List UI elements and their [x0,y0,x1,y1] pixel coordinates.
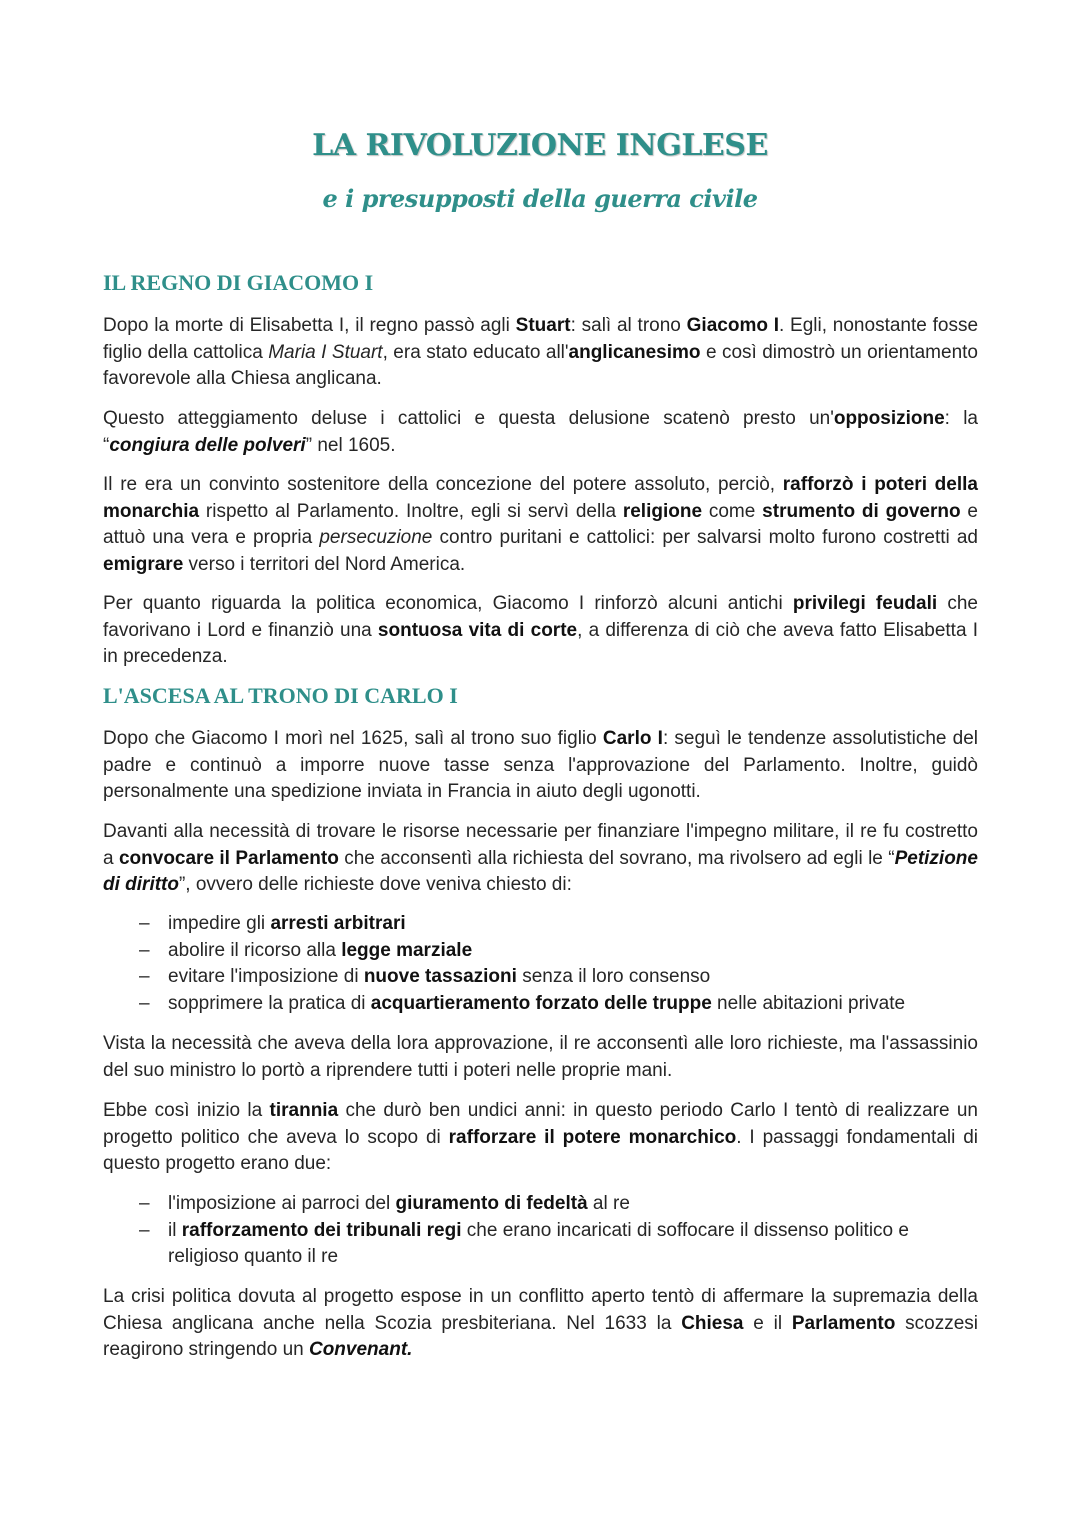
emphasis-text: sontuosa vita di corte [377,619,578,641]
text-run: . Egli, nonostante fosse figlio della cattolica [103,315,979,363]
emphasis-text: Parlamento [791,1312,896,1334]
paragraph [103,1031,978,1084]
text-run: ”, ovvero delle richieste dove veniva chiesto di: [178,874,572,895]
text-run: e il [743,1312,792,1334]
text-run: che durò ben undici anni: in questo periodo Carlo I tentò di realizzare un progetto politico che aveva lo scopo di [103,1100,978,1148]
emphasis-text: arresti arbitrari [270,913,406,934]
dash-bullet-icon: – [139,966,150,987]
emphasis-text: strumento di governo [762,500,961,522]
text-run: rispetto al Parlamento. Inoltre, egli si servì della [199,500,623,522]
list-item [103,911,978,938]
text-run: che erano incaricati di soffocare il dissenso politico e religioso quanto il re [168,1219,909,1267]
text-run: ” nel 1605. [305,434,396,456]
text-run: e attuò una vera e propria [103,500,978,548]
list-item [103,1191,978,1218]
text-run: , era stato educato all' [382,341,569,363]
section-heading-carlo: L'ASCESA AL TRONO DI CARLO I [103,683,458,708]
text-run: : salì al trono [570,315,687,336]
text-run: nelle abitazioni private [711,992,906,1014]
emphasis-text [109,435,305,456]
text-run: scozzesi reagirono stringendo un [103,1312,978,1360]
emphasis-text: congiura delle polveri [109,434,306,456]
text-run: Dopo la morte di Elisabetta I, il regno passò agli [103,315,516,336]
text-run: verso i territori del Nord America. [183,553,466,575]
text-run: sopprimere la pratica di [168,992,371,1014]
text-run: impedire gli [168,913,271,934]
text-run: al re [587,1193,630,1214]
emphasis-text: religione [622,500,703,522]
text-run: Il re era un convinto sostenitore della concezione del potere assoluto, perciò, [103,474,783,495]
emphasis-text: rafforzare il potere monarchico [448,1126,737,1148]
emphasis-text: Convenant. [308,1339,413,1360]
text-run: senza il loro consenso [516,966,711,987]
dash-bullet-icon: – [139,939,150,961]
paragraph [103,406,978,459]
emphasis-text: Giacomo I [686,315,779,336]
text-run: . I passaggi fondamentali di questo progetto erano due: [103,1126,978,1174]
paragraph [103,1284,978,1364]
text-run: come [702,500,763,522]
paragraph [103,313,978,393]
list-item [103,991,978,1018]
text-run: , a differenza di ciò che aveva fatto Elisabetta I in precedenza. [103,619,979,667]
text-run: Vista la necessità che aveva della lora approvazione, il re acconsentì alle loro richieste, ma l'assassinio del suo ministro lo portò a riprendere tutti i poteri nelle proprie mani. [103,1033,978,1081]
document-subtitle: e i presupposti della guerra civile [322,184,758,213]
paragraph [103,1098,978,1178]
dash-bullet-icon: – [139,992,150,1014]
text-run: : la “ [103,408,978,456]
emphasis-text: nuove tassazioni [363,966,517,987]
text-run: il [168,1219,182,1241]
emphasis-text: privilegi feudali [792,593,938,614]
emphasis-text: Stuart [515,315,571,336]
emphasis-text: Petizione di diritto [103,847,978,895]
dash-bullet-icon: – [139,1219,150,1241]
emphasis-text: rafforzò i poteri della monarchia [103,474,978,522]
document-title: LA RIVOLUZIONE INGLESE [312,128,768,163]
paragraph [103,591,978,671]
text-run: evitare l'imposizione di [168,966,364,987]
dash-bullet-icon: – [139,1193,150,1214]
emphasis-text [309,1339,412,1360]
emphasis-text: anglicanesimo [568,341,701,363]
text-run: abolire il ricorso alla [168,939,342,961]
project-steps-list [103,1191,978,1271]
emphasis-text: acquartieramento forzato delle truppe [370,992,712,1014]
petition-list [103,911,978,1017]
emphasis-text: Maria I Stuart [268,341,383,363]
text-run: Davanti alla necessità di trovare le risorse necessarie per finanziare l'impegno militare, il re fu costretto a [103,821,978,869]
emphasis-text: convocare il Parlamento [118,847,339,869]
text-run: e così dimostrò un orientamento favorevole alla Chiesa anglicana. [103,341,978,389]
emphasis-text: Chiesa [681,1312,744,1334]
list-item [103,964,978,991]
emphasis-text: persecuzione [319,527,433,548]
dash-bullet-icon: – [139,913,150,934]
text-run: La crisi politica dovuta al progetto espose in un conflitto aperto tentò di affermare la supremazia della Chiesa anglicana anche nella Scozia presbiteriana. Nel 1633 la [103,1286,978,1334]
emphasis-text: rafforzamento dei tribunali regi [181,1219,462,1241]
text-run: Dopo che Giacomo I morì nel 1625, salì al trono suo figlio [103,728,603,749]
text-run: Per quanto riguarda la politica economica, Giacomo I rinforzò alcuni antichi [103,593,793,614]
text-run: che favorivano i Lord e finanziò una [103,593,979,641]
emphasis-text: emigrare [103,553,184,575]
emphasis-text: opposizione [833,408,945,429]
paragraph [103,819,978,899]
list-item [103,1218,978,1271]
paragraph [103,472,978,578]
list-item [103,938,978,965]
emphasis-text: giuramento di fedeltà [395,1193,588,1214]
section-heading-giacomo: IL REGNO DI GIACOMO I [103,270,374,295]
text-run: contro puritani e cattolici: per salvarsi molto furono costretti ad [432,527,978,548]
emphasis-text: legge marziale [341,939,473,961]
text-run: Questo atteggiamento deluse i cattolici e questa delusione scatenò presto un' [103,408,834,429]
paragraph [103,726,978,806]
text-run: : seguì le tendenze assolutistiche del padre e continuò a imporre nuove tasse senza l'approvazione del Parlamento. Inoltre, guidò personalmente una spedizione inviata in Francia in aiuto degli ugonotti. [103,728,979,802]
emphasis-text: tirannia [269,1100,339,1121]
text-run: l'imposizione ai parroci del [168,1193,396,1214]
text-run: Ebbe così inizio la [103,1100,270,1121]
emphasis-text: Carlo I [602,728,663,749]
text-run: che acconsentì alla richiesta del sovrano, ma rivolsero ad egli le “ [338,847,895,869]
